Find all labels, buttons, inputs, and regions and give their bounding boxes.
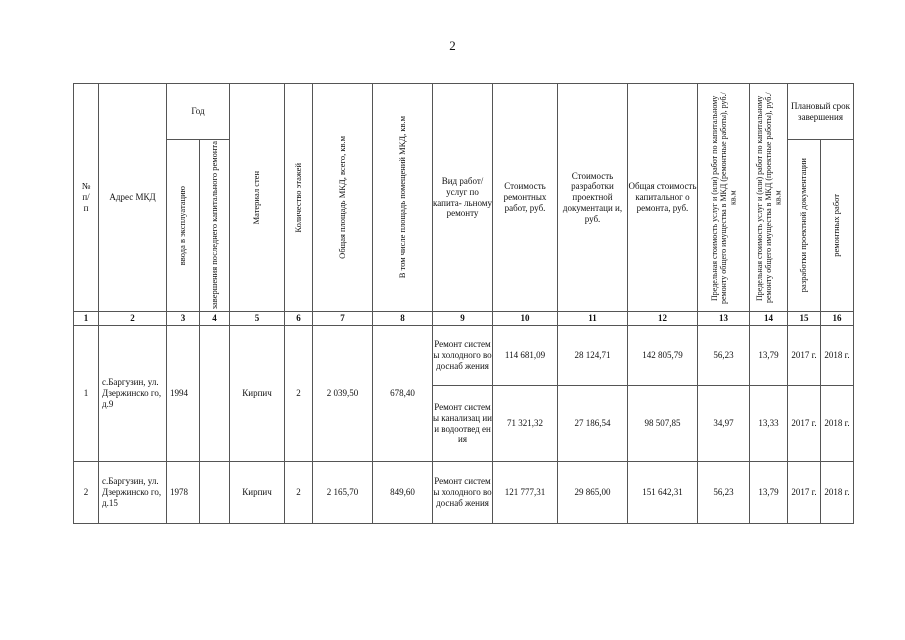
row-address: с.Баргузин, ул. Дзержинско го, д.9: [99, 326, 167, 462]
row-limit-repair: 56,23: [698, 326, 750, 386]
header-premises-area: В том числе площадь помещений МКД, кв.м: [373, 84, 433, 312]
page-number: 2: [449, 38, 456, 53]
row-deadline-repair: 2018 г.: [821, 326, 854, 386]
col-number: 9: [433, 312, 493, 326]
row-address: с.Баргузин, ул. Дзержинско го, д.15: [99, 462, 167, 524]
row-work-type: Ремонт системы холодного водоснаб жения: [433, 326, 493, 386]
row-premises-area: 849,60: [373, 462, 433, 524]
col-number: 3: [167, 312, 200, 326]
repair-plan-table: [73, 83, 854, 524]
col-number: 11: [558, 312, 628, 326]
col-number: 16: [821, 312, 854, 326]
row-repair-cost: 121 777,31: [493, 462, 558, 524]
row-deadline-design: 2017 г.: [788, 462, 821, 524]
row-floors: 2: [285, 462, 313, 524]
col-number: 4: [200, 312, 230, 326]
header-year-last-repair: завершения последнего капитального ремонта: [200, 140, 230, 312]
header-deadline-repair: ремонтных работ: [821, 140, 854, 312]
row-year-commission: 1978: [167, 462, 200, 524]
header-address: Адрес МКД: [99, 84, 167, 312]
row-premises-area: 678,40: [373, 326, 433, 462]
header-limit-design: Предельная стоимость услуг и (или) работ по капитальному ремонту общего имущества в МКД (проектные работы), руб./кв.м: [750, 84, 788, 312]
col-number: 8: [373, 312, 433, 326]
col-number: 15: [788, 312, 821, 326]
row-deadline-repair: 2018 г.: [821, 386, 854, 462]
header-num: № п/ п: [74, 84, 99, 312]
row-limit-design: 13,33: [750, 386, 788, 462]
row-num: 1: [74, 326, 99, 462]
row-floors: 2: [285, 326, 313, 462]
row-work-type: Ремонт системы канализац ии и водоотвед ения: [433, 386, 493, 462]
col-number: 1: [74, 312, 99, 326]
col-number: 7: [313, 312, 373, 326]
row-total-cost: 98 507,85: [628, 386, 698, 462]
header-total-cost: Общая стоимость капитальног о ремонта, руб.: [628, 84, 698, 312]
row-deadline-design: 2017 г.: [788, 326, 821, 386]
row-design-cost: 27 186,54: [558, 386, 628, 462]
row-work-type: Ремонт системы холодного водоснаб жения: [433, 462, 493, 524]
row-limit-design: 13,79: [750, 326, 788, 386]
col-number: 13: [698, 312, 750, 326]
row-wall-material: Кирпич: [230, 462, 285, 524]
header-work-type: Вид работ/ услуг по капита- льному ремонту: [433, 84, 493, 312]
row-total-area: 2 039,50: [313, 326, 373, 462]
header-wall-material: Материал стен: [230, 84, 285, 312]
row-wall-material: Кирпич: [230, 326, 285, 462]
header-deadline-design: разработки проектной документации: [788, 140, 821, 312]
row-year-commission: 1994: [167, 326, 200, 462]
row-design-cost: 29 865,00: [558, 462, 628, 524]
row-limit-repair: 56,23: [698, 462, 750, 524]
header-limit-repair: Предельная стоимость услуг и (или) работ по капитальному ремонту общего имущества в МКД (ремонтные работы), руб./кв.м: [698, 84, 750, 312]
header-floors: Количество этажей: [285, 84, 313, 312]
row-total-cost: 151 642,31: [628, 462, 698, 524]
table-row: [74, 462, 854, 524]
header-year-group: Год: [167, 84, 230, 140]
col-number: 10: [493, 312, 558, 326]
header-repair-cost: Стоимость ремонтных работ, руб.: [493, 84, 558, 312]
table-row: [74, 326, 854, 386]
row-limit-repair: 34,97: [698, 386, 750, 462]
col-number: 6: [285, 312, 313, 326]
col-number: 5: [230, 312, 285, 326]
row-total-cost: 142 805,79: [628, 326, 698, 386]
column-number-row: [74, 312, 854, 326]
row-year-last-repair: [200, 326, 230, 462]
header-design-cost: Стоимость разработки проектной документаци и, руб.: [558, 84, 628, 312]
row-repair-cost: 71 321,32: [493, 386, 558, 462]
header-year-commission: ввода в эксплуатацию: [167, 140, 200, 312]
row-repair-cost: 114 681,09: [493, 326, 558, 386]
row-num: 2: [74, 462, 99, 524]
row-deadline-design: 2017 г.: [788, 386, 821, 462]
row-total-area: 2 165,70: [313, 462, 373, 524]
row-deadline-repair: 2018 г.: [821, 462, 854, 524]
col-number: 14: [750, 312, 788, 326]
col-number: 2: [99, 312, 167, 326]
header-deadline-group: Плановый срок завершения: [788, 84, 854, 140]
row-year-last-repair: [200, 462, 230, 524]
row-design-cost: 28 124,71: [558, 326, 628, 386]
col-number: 12: [628, 312, 698, 326]
header-total-area: Общая площадь МКД, всего, кв.м: [313, 84, 373, 312]
row-limit-design: 13,79: [750, 462, 788, 524]
